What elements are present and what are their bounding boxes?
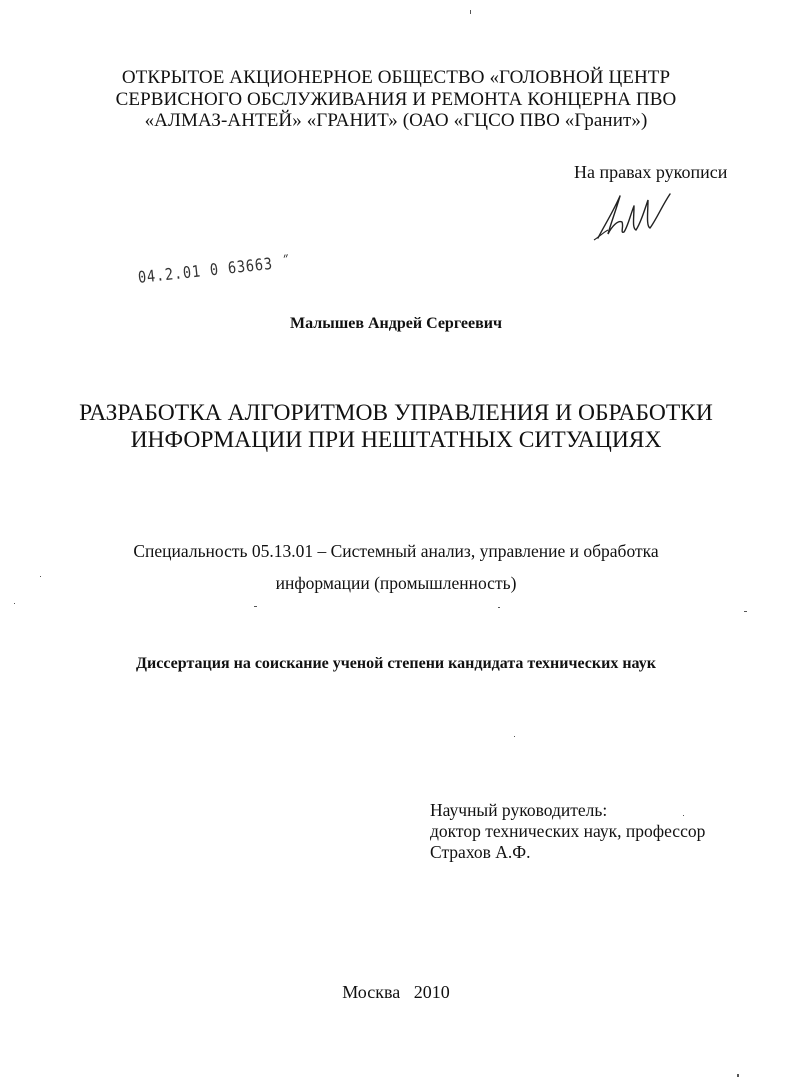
signature-icon — [590, 186, 680, 244]
supervisor-block — [430, 800, 705, 863]
specialty-line-2: информации (промышленность) — [275, 573, 517, 593]
manuscript-note: На правах рукописи — [574, 162, 728, 182]
scan-speck — [470, 10, 471, 14]
scan-speck — [498, 607, 500, 608]
scan-speck — [254, 606, 257, 607]
scan-speck — [40, 576, 41, 577]
specialty-line-1: Специальность 05.13.01 – Системный анализ, управление и обработка — [133, 541, 659, 561]
dissertation-degree: Диссертация на соискание ученой степени кандидата технических наук — [136, 655, 656, 672]
scan-speck — [14, 603, 15, 604]
supervisor-name: Страхов А.Ф. — [430, 842, 531, 862]
supervisor-role: Научный руководитель: — [430, 800, 608, 820]
scan-speck — [744, 611, 747, 612]
scan-speck — [683, 815, 684, 816]
place-year: Москва 2010 — [342, 982, 450, 1002]
organization-line-2: СЕРВИСНОГО ОБСЛУЖИВАНИЯ И РЕМОНТА КОНЦЕРНА ПВО — [115, 88, 677, 110]
organization-line-3: «АЛМАЗ-АНТЕЙ» «ГРАНИТ» (ОАО «ГЦСО ПВО «Гранит») — [144, 110, 648, 131]
scan-speck — [737, 1074, 739, 1077]
title-line-1: РАЗРАБОТКА АЛГОРИТМОВ УПРАВЛЕНИЯ И ОБРАБОТКИ — [79, 400, 713, 426]
specialty — [0, 535, 792, 599]
supervisor-degree: доктор технических наук, профессор — [430, 821, 706, 841]
title-line-2: ИНФОРМАЦИИ ПРИ НЕШТАТНЫХ СИТУАЦИЯХ — [130, 427, 662, 453]
organization-line-1: ОТКРЫТОЕ АКЦИОНЕРНОЕ ОБЩЕСТВО «ГОЛОВНОЙ ЦЕНТР — [121, 67, 671, 88]
archive-stamp-number: 04.2.01 0 63663 ˝ — [137, 251, 292, 287]
scan-speck — [514, 736, 515, 737]
author-name: Малышев Андрей Сергеевич — [290, 315, 502, 332]
organization-header — [0, 67, 792, 132]
dissertation-title — [0, 400, 792, 454]
